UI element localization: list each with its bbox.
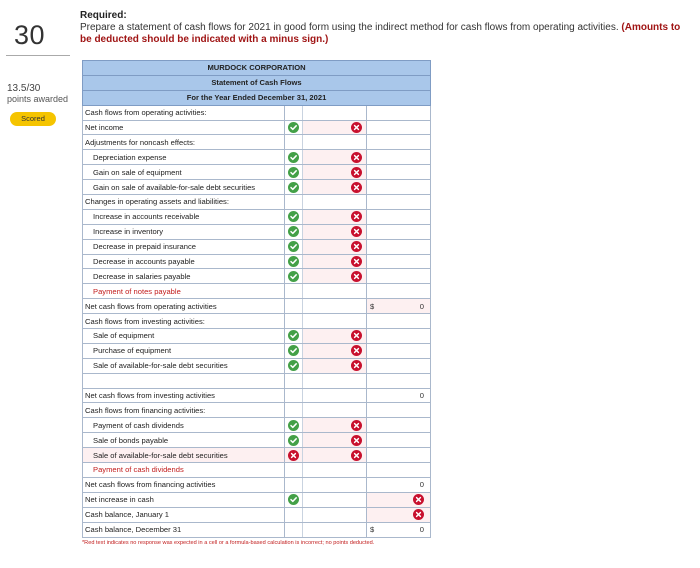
header-row: [83, 75, 431, 90]
amount-input[interactable]: [303, 105, 367, 120]
row-label: Sale of available-for-sale debt securities: [83, 448, 285, 463]
row-label: Depreciation expense: [83, 150, 285, 165]
amount-input[interactable]: [303, 180, 367, 195]
row-label: Payment of cash dividends: [83, 418, 285, 433]
total-input[interactable]: [367, 329, 431, 344]
row-label: Increase in inventory: [83, 224, 285, 239]
statement-row: [83, 224, 431, 239]
statement-row: [83, 477, 431, 492]
x-circle-icon: [351, 271, 362, 282]
amount-input[interactable]: [303, 388, 367, 403]
row-label: Net cash flows from financing activities: [83, 477, 285, 492]
x-circle-icon: [351, 182, 362, 193]
x-circle-icon: [351, 152, 362, 163]
amount-input[interactable]: [303, 314, 367, 329]
check-circle-icon: [288, 226, 299, 237]
row-label: Net cash flows from investing activities: [83, 388, 285, 403]
points-info: [7, 83, 68, 105]
amount-input[interactable]: [303, 448, 367, 463]
total-value: 0: [419, 391, 425, 401]
x-circle-icon: [351, 167, 362, 178]
check-circle-icon: [288, 256, 299, 267]
amount-input[interactable]: [303, 165, 367, 180]
check-circle-icon: [288, 345, 299, 356]
account-status-cell: [285, 358, 303, 373]
account-status-cell: [285, 254, 303, 269]
x-circle-icon: [351, 450, 362, 461]
account-status-cell: [285, 448, 303, 463]
statement-row: [83, 284, 431, 299]
x-circle-icon: [288, 450, 299, 461]
divider: [6, 55, 70, 56]
total-input[interactable]: [367, 239, 431, 254]
check-circle-icon: [288, 152, 299, 163]
x-circle-icon: [351, 211, 362, 222]
total-input[interactable]: [367, 418, 431, 433]
amount-input[interactable]: [303, 135, 367, 150]
row-label: Gain on sale of equipment: [83, 165, 285, 180]
x-circle-icon: [351, 241, 362, 252]
account-status-cell: [285, 195, 303, 210]
amount-input[interactable]: [303, 418, 367, 433]
x-circle-icon: [351, 122, 362, 133]
total-input[interactable]: [367, 165, 431, 180]
footnote: *Red text indicates no response was expected in a cell or a formula-based calculation is incorrect; no points deducted.: [82, 540, 375, 546]
account-status-cell: [285, 477, 303, 492]
statement-row: [83, 463, 431, 478]
dollar-sign: $: [370, 301, 375, 311]
statement-row: [83, 254, 431, 269]
total-input[interactable]: [367, 209, 431, 224]
statement-row: [83, 195, 431, 210]
amount-input[interactable]: [303, 329, 367, 344]
row-label: Sale of bonds payable: [83, 433, 285, 448]
header-row: [83, 61, 431, 76]
check-circle-icon: [288, 271, 299, 282]
statement-row: [83, 165, 431, 180]
account-status-cell: [285, 418, 303, 433]
statement-row: [83, 239, 431, 254]
amount-input[interactable]: [303, 373, 367, 388]
statement-row: [83, 135, 431, 150]
total-input[interactable]: [367, 343, 431, 358]
total-input[interactable]: [367, 448, 431, 463]
statement-row: [83, 329, 431, 344]
statement-row: [83, 418, 431, 433]
account-status-cell: [285, 224, 303, 239]
account-status-cell: [285, 180, 303, 195]
total-input[interactable]: [367, 254, 431, 269]
x-circle-icon: [351, 226, 362, 237]
statement-period: For the Year Ended December 31, 2021: [83, 90, 431, 105]
question-number: 30: [14, 20, 46, 50]
statement-row: [83, 209, 431, 224]
row-label: Cash flows from investing activities:: [83, 314, 285, 329]
amount-input[interactable]: [303, 224, 367, 239]
total-input[interactable]: [367, 120, 431, 135]
row-label: Purchase of equipment: [83, 343, 285, 358]
check-circle-icon: [288, 122, 299, 133]
amount-input[interactable]: [303, 254, 367, 269]
row-label: Net income: [83, 120, 285, 135]
statement-row: [83, 314, 431, 329]
x-circle-icon: [351, 435, 362, 446]
row-label: Net increase in cash: [83, 492, 285, 507]
total-value: 0: [419, 301, 425, 311]
statement-row: [83, 150, 431, 165]
account-status-cell: [285, 239, 303, 254]
row-label: [83, 373, 285, 388]
total-input[interactable]: [367, 105, 431, 120]
total-input[interactable]: [367, 135, 431, 150]
account-status-cell: [285, 105, 303, 120]
required-emphasis: (Amounts to be deducted should be indicated with a minus sign.): [80, 22, 681, 45]
x-circle-icon: [351, 345, 362, 356]
row-label: Increase in accounts receivable: [83, 209, 285, 224]
amount-input[interactable]: [303, 120, 367, 135]
amount-input[interactable]: [303, 150, 367, 165]
check-circle-icon: [288, 494, 299, 505]
x-circle-icon: [351, 360, 362, 371]
account-status-cell: [285, 209, 303, 224]
statement-row: [83, 433, 431, 448]
statement-row: [83, 373, 431, 388]
account-status-cell: [285, 507, 303, 522]
statement-row: [83, 269, 431, 284]
amount-input[interactable]: [303, 239, 367, 254]
row-label: Payment of cash dividends: [83, 463, 285, 478]
statement-row: [83, 507, 431, 522]
row-label: Cash balance, January 1: [83, 507, 285, 522]
amount-input[interactable]: [303, 492, 367, 507]
account-status-cell: [285, 135, 303, 150]
scored-badge: Scored: [10, 112, 56, 126]
check-circle-icon: [288, 167, 299, 178]
account-status-cell: [285, 314, 303, 329]
company-name: MURDOCK CORPORATION: [83, 61, 431, 76]
total-input[interactable]: [367, 433, 431, 448]
account-status-cell: [285, 403, 303, 418]
account-status-cell: [285, 269, 303, 284]
check-circle-icon: [288, 360, 299, 371]
required-text: Prepare a statement of cash flows for 2021 in good form using the indirect method for cash flows from operating activities.: [80, 22, 619, 33]
statement-row: [83, 105, 431, 120]
total-input[interactable]: [367, 507, 431, 522]
total-value: 0: [419, 525, 425, 535]
row-label: Cash balance, December 31: [83, 522, 285, 537]
total-input[interactable]: [367, 492, 431, 507]
total-input[interactable]: [367, 224, 431, 239]
amount-input[interactable]: [303, 403, 367, 418]
x-circle-icon: [351, 256, 362, 267]
account-status-cell: [285, 165, 303, 180]
row-label: Gain on sale of available-for-sale debt securities: [83, 180, 285, 195]
row-label: Adjustments for noncash effects:: [83, 135, 285, 150]
row-label: Net cash flows from operating activities: [83, 299, 285, 314]
total-input[interactable]: [367, 150, 431, 165]
x-circle-icon: [351, 330, 362, 341]
statement-row: [83, 358, 431, 373]
amount-input[interactable]: [303, 209, 367, 224]
x-circle-icon: [413, 494, 424, 505]
amount-input[interactable]: [303, 477, 367, 492]
total-input[interactable]: [367, 314, 431, 329]
total-input[interactable]: [367, 522, 431, 537]
account-status-cell: [285, 343, 303, 358]
amount-input[interactable]: [303, 269, 367, 284]
total-input[interactable]: [367, 358, 431, 373]
statement-title: Statement of Cash Flows: [83, 75, 431, 90]
account-status-cell: [285, 463, 303, 478]
row-label: Changes in operating assets and liabilities:: [83, 195, 285, 210]
statement-row: [83, 388, 431, 403]
required-instructions: [80, 22, 692, 46]
row-label: Decrease in prepaid insurance: [83, 239, 285, 254]
amount-input[interactable]: [303, 433, 367, 448]
total-input[interactable]: [367, 180, 431, 195]
statement-row: [83, 180, 431, 195]
amount-input[interactable]: [303, 343, 367, 358]
total-input[interactable]: [367, 463, 431, 478]
account-status-cell: [285, 388, 303, 403]
account-status-cell: [285, 299, 303, 314]
statement-row: [83, 448, 431, 463]
account-status-cell: [285, 433, 303, 448]
row-label: Payment of notes payable: [83, 284, 285, 299]
check-circle-icon: [288, 435, 299, 446]
row-label: Sale of available-for-sale debt securities: [83, 358, 285, 373]
score-value: 13.5/30: [7, 83, 41, 94]
total-input[interactable]: [367, 373, 431, 388]
x-circle-icon: [351, 420, 362, 431]
total-input[interactable]: [367, 477, 431, 492]
row-label: Decrease in accounts payable: [83, 254, 285, 269]
statement-row: [83, 522, 431, 537]
total-input[interactable]: [367, 403, 431, 418]
total-input[interactable]: [367, 269, 431, 284]
account-status-cell: [285, 150, 303, 165]
statement-row: [83, 120, 431, 135]
statement-row: [83, 299, 431, 314]
statement-row: [83, 492, 431, 507]
amount-input[interactable]: [303, 522, 367, 537]
check-circle-icon: [288, 211, 299, 222]
amount-input[interactable]: [303, 463, 367, 478]
header-row: [83, 90, 431, 105]
account-status-cell: [285, 492, 303, 507]
x-circle-icon: [413, 509, 424, 520]
total-input[interactable]: [367, 284, 431, 299]
total-value: 0: [419, 480, 425, 490]
amount-input[interactable]: [303, 507, 367, 522]
total-input[interactable]: [367, 388, 431, 403]
total-input[interactable]: [367, 195, 431, 210]
row-label: Sale of equipment: [83, 329, 285, 344]
amount-input[interactable]: [303, 299, 367, 314]
check-circle-icon: [288, 182, 299, 193]
total-input[interactable]: [367, 299, 431, 314]
statement-row: [83, 403, 431, 418]
cash-flow-statement: [82, 60, 431, 538]
row-label: Decrease in salaries payable: [83, 269, 285, 284]
amount-input[interactable]: [303, 358, 367, 373]
required-title: Required:: [80, 10, 127, 21]
check-circle-icon: [288, 420, 299, 431]
amount-input[interactable]: [303, 195, 367, 210]
account-status-cell: [285, 284, 303, 299]
account-status-cell: [285, 120, 303, 135]
points-label: points awarded: [7, 94, 69, 104]
row-label: Cash flows from operating activities:: [83, 105, 285, 120]
account-status-cell: [285, 522, 303, 537]
dollar-sign: $: [370, 525, 375, 535]
statement-row: [83, 343, 431, 358]
row-label: Cash flows from financing activities:: [83, 403, 285, 418]
amount-input[interactable]: [303, 284, 367, 299]
account-status-cell: [285, 329, 303, 344]
check-circle-icon: [288, 241, 299, 252]
check-circle-icon: [288, 330, 299, 341]
account-status-cell: [285, 373, 303, 388]
